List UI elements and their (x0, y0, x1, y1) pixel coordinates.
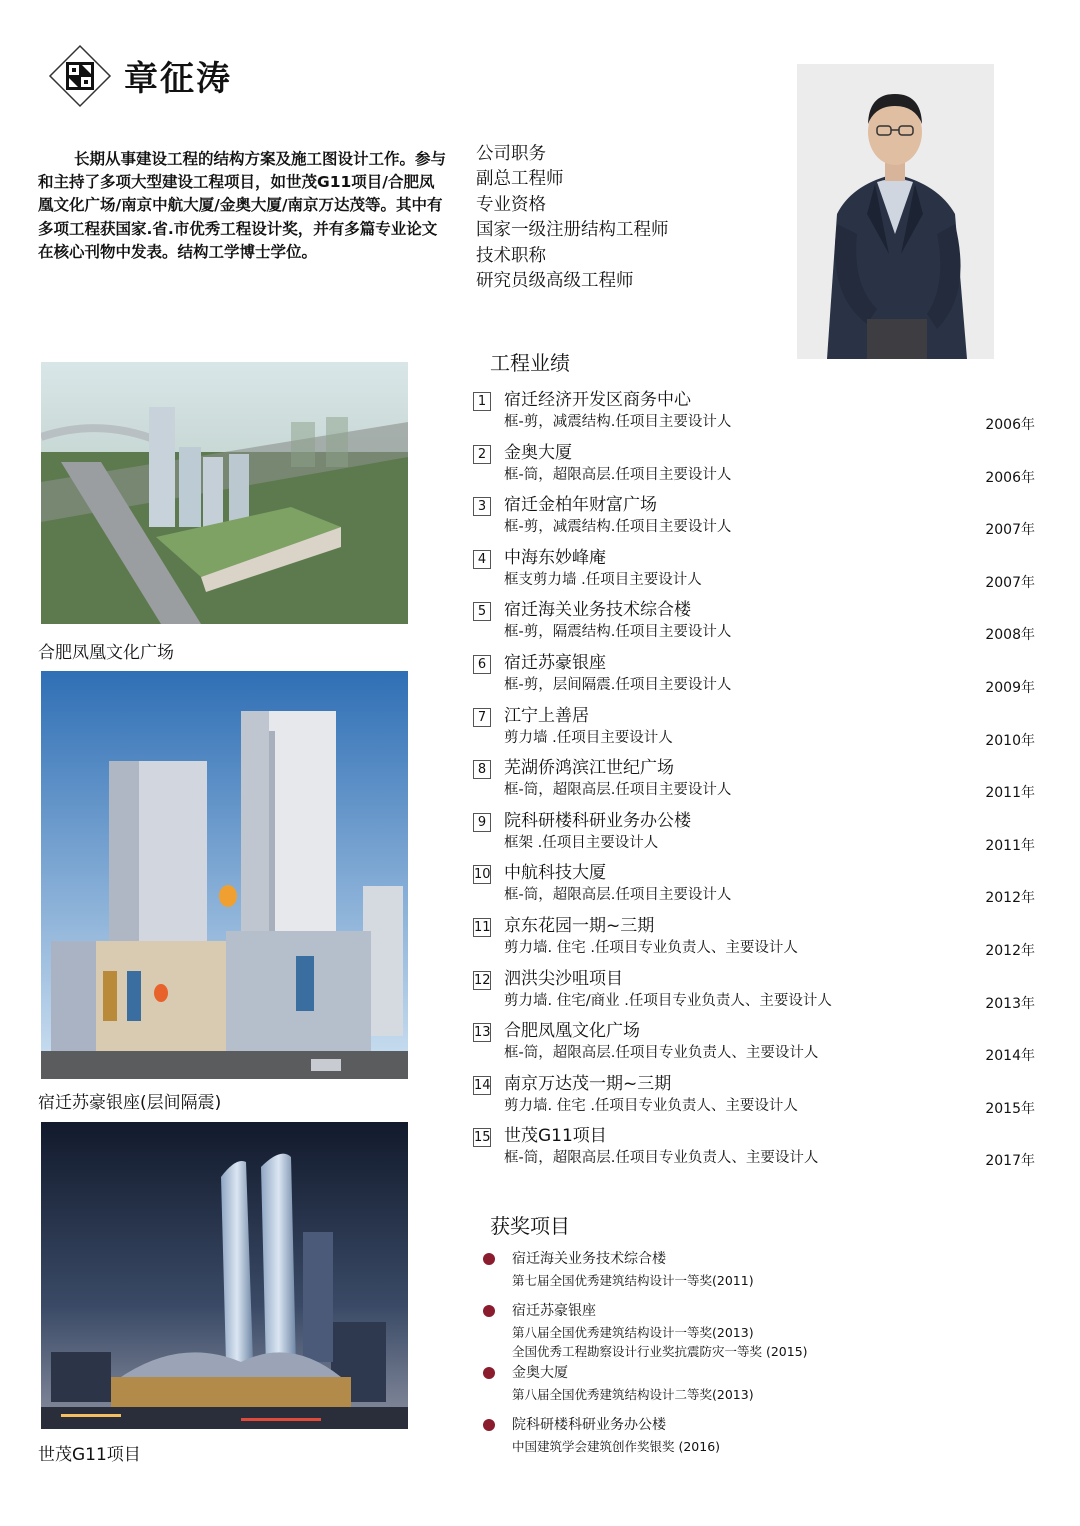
project-number: 5 (473, 602, 491, 621)
bullet-dot-icon (483, 1367, 495, 1379)
project-description: 剪力墙. 住宅 .任项目专业负责人、主要设计人 (504, 1097, 798, 1114)
project-year: 2011年 (985, 837, 1035, 854)
project-number: 4 (473, 550, 491, 569)
project-name: 京东花园一期~三期 (504, 916, 655, 936)
project-item (473, 493, 1035, 545)
bullet-dot-icon (483, 1305, 495, 1317)
project-description: 剪力墙 .任项目主要设计人 (504, 729, 673, 746)
award-project-name: 院科研楼科研业务办公楼 (512, 1417, 666, 1433)
project-name: 中航科技大厦 (504, 863, 606, 884)
project-number: 15 (474, 1130, 491, 1146)
project-name: 合肥凤凰文化广场 (504, 1021, 640, 1042)
project-item (473, 809, 1035, 861)
project-number: 1 (473, 392, 491, 411)
project-name: 世茂G11项目 (504, 1126, 607, 1147)
project-item (473, 861, 1035, 913)
project-item (473, 1072, 1035, 1124)
project-number: 14 (474, 1077, 491, 1093)
award-line: 全国优秀工程勘察设计行业奖抗震防灾一等奖 (2015) (512, 1344, 808, 1359)
project-description: 框-剪，层间隔震.任项目主要设计人 (504, 677, 732, 693)
project-number: 9 (473, 813, 491, 832)
project-description: 框-筒，超限高层.任项目专业负责人、主要设计人 (504, 1150, 819, 1167)
project-number: 8 (473, 760, 491, 779)
project-year: 2010年 (985, 732, 1035, 749)
intro-paragraph: 长期从事建设工程的结构方案及施工图设计工作。参与和主持了多项大型建设工程项目，如世茂G11项目/合肥凤凰文化广场/南京中航大厦/金奥大厦/南京万达茂等。其中有多项工程获国家.省.市优秀工程设计奖，并有多篇专业论文在核心刊物中发表。结构工学博士学位。 (38, 150, 447, 261)
project-item (473, 546, 1035, 598)
project-year: 2008年 (985, 627, 1035, 644)
project-description: 框-筒，超限高层.任项目主要设计人 (504, 887, 732, 904)
award-project-name: 宿迁苏豪银座 (512, 1303, 596, 1319)
info-block (476, 142, 776, 294)
project-year: 2012年 (985, 943, 1035, 959)
project-item (473, 914, 1035, 966)
project-name: 宿迁金柏年财富广场 (504, 495, 657, 516)
project-item (473, 598, 1035, 650)
project-number: 2 (473, 445, 491, 464)
project-name: 宿迁海关业务技术综合楼 (504, 600, 691, 621)
project-item (473, 967, 1035, 1019)
project-number: 13 (474, 1025, 491, 1041)
title-label: 技术职称 (476, 245, 546, 266)
project-description: 框支剪力墙 .任项目主要设计人 (504, 571, 702, 588)
project-year: 2007年 (985, 574, 1035, 591)
caption-suqian: 宿迁苏豪银座(层间隔震) (38, 1093, 222, 1113)
project-year: 2015年 (985, 1100, 1035, 1117)
project-number: 10 (474, 867, 491, 883)
project-item (473, 441, 1035, 493)
project-description: 框-剪，减震结构.任项目主要设计人 (504, 519, 732, 536)
qualification-label: 专业资格 (476, 194, 546, 215)
project-description: 框-剪，减震结构.任项目主要设计人 (504, 414, 732, 430)
project-description: 框-筒，超限高层.任项目主要设计人 (504, 782, 732, 799)
project-name: 泗洪尖沙咀项目 (504, 968, 623, 989)
project-name: 芜湖侨鸿滨江世纪广场 (504, 758, 674, 779)
award-line: 第七届全国优秀建筑结构设计一等奖(2011) (512, 1273, 754, 1288)
project-year: 2012年 (985, 890, 1035, 907)
project-item (473, 388, 1035, 440)
photo-shimao-g11 (41, 1122, 408, 1429)
project-year: 2014年 (985, 1048, 1035, 1065)
project-item (473, 651, 1035, 703)
project-name: 中海东妙峰庵 (504, 547, 606, 568)
position-value: 副总工程师 (476, 169, 564, 190)
company-logo-icon (48, 44, 112, 108)
project-name: 江宁上善居 (504, 705, 589, 726)
person-name: 章征涛 (124, 59, 232, 99)
project-year: 2011年 (985, 785, 1035, 802)
project-description: 剪力墙. 住宅/商业 .任项目专业负责人、主要设计人 (504, 992, 832, 1009)
project-item (473, 704, 1035, 756)
project-description: 框-剪，隔震结构.任项目主要设计人 (504, 624, 732, 641)
position-label: 公司职务 (476, 144, 546, 164)
award-project-name: 宿迁海关业务技术综合楼 (512, 1251, 666, 1267)
project-item (473, 1019, 1035, 1071)
projects-title: 工程业绩 (490, 351, 570, 375)
project-description: 框-筒，超限高层.任项目专业负责人、主要设计人 (504, 1045, 819, 1062)
project-name: 宿迁苏豪银座 (504, 653, 606, 673)
project-name: 宿迁经济开发区商务中心 (504, 390, 691, 410)
project-name: 金奥大厦 (504, 442, 572, 463)
bullet-dot-icon (483, 1253, 495, 1265)
project-number: 12 (474, 972, 491, 988)
project-number: 7 (473, 708, 491, 727)
project-year: 2017年 (985, 1153, 1035, 1170)
project-year: 2006年 (985, 469, 1035, 486)
bullet-dot-icon (483, 1419, 495, 1431)
project-description: 框架 .任项目主要设计人 (504, 834, 659, 851)
project-number: 6 (473, 655, 491, 674)
project-description: 框-筒，超限高层.任项目主要设计人 (504, 466, 732, 483)
project-name: 院科研楼科研业务办公楼 (504, 810, 691, 831)
project-name: 南京万达茂一期~三期 (504, 1073, 672, 1094)
award-line: 第八届全国优秀建筑结构设计一等奖(2013) (512, 1325, 754, 1340)
project-year: 2006年 (985, 417, 1035, 433)
caption-hefei: 合肥凤凰文化广场 (38, 643, 174, 663)
project-item (473, 756, 1035, 808)
qualification-value: 国家一级注册结构工程师 (476, 220, 669, 241)
project-number: 11 (474, 920, 491, 935)
project-year: 2013年 (985, 995, 1035, 1012)
award-project-name: 金奥大厦 (512, 1365, 568, 1381)
photo-suqian-suhao (41, 671, 408, 1079)
caption-shimao: 世茂G11项目 (38, 1445, 141, 1465)
project-number: 3 (473, 497, 491, 516)
photo-hefei-phoenix-plaza (41, 362, 408, 624)
title-value: 研究员级高级工程师 (476, 271, 634, 292)
award-line: 中国建筑学会建筑创作奖银奖 (2016) (512, 1439, 721, 1454)
award-line: 第八届全国优秀建筑结构设计二等奖(2013) (512, 1387, 754, 1402)
project-year: 2009年 (985, 680, 1035, 696)
portrait-photo (797, 64, 994, 359)
project-year: 2007年 (985, 522, 1035, 539)
project-description: 剪力墙. 住宅 .任项目专业负责人、主要设计人 (504, 940, 798, 956)
awards-title: 获奖项目 (490, 1214, 570, 1238)
project-item (473, 1124, 1035, 1176)
